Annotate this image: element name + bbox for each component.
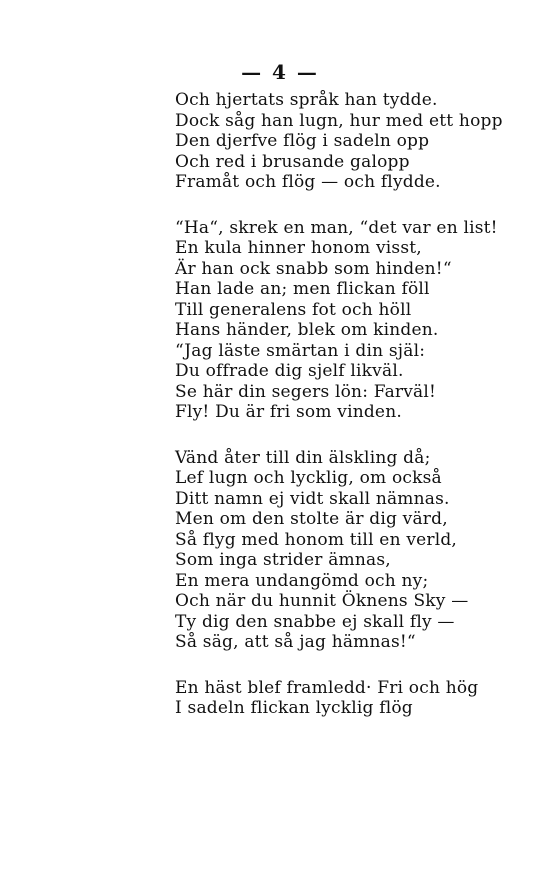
stanza-1 — [175, 90, 515, 193]
page-number: — 4 — — [241, 60, 319, 84]
poem-line: Och red i brusande galopp — [175, 151, 410, 172]
poem-line: Och hjertats språk han tydde. — [175, 90, 438, 110]
poem-line: Se här din segers lön: Farväl! — [175, 381, 437, 402]
poem-line: “Jag läste smärtan i din själ: — [175, 340, 426, 361]
poem-line: Så säg, att så jag hämnas!“ — [175, 632, 416, 652]
poem-line: Fly! Du är fri som vinden. — [175, 402, 402, 422]
poem-line: Så flyg med honom till en verld, — [175, 529, 458, 550]
stanza-4 — [175, 678, 515, 719]
poem-line: Lef lugn och lycklig, om också — [175, 468, 442, 488]
poem-line: “Ha“, skrek en man, “det var en list! — [175, 217, 498, 238]
poem-line: Dock såg han lugn, hur med ett hopp — [175, 110, 503, 131]
poem-line: Ditt namn ej vidt skall nämnas. — [175, 488, 450, 509]
poem-line: Framåt och flög — och flydde. — [175, 172, 441, 192]
poem-line: Men om den stolte är dig värd, — [175, 509, 448, 529]
stanza-3 — [175, 448, 515, 653]
poem-line: En kula hinner honom visst, — [175, 238, 422, 258]
poem-line: Hans händer, blek om kinden. — [175, 320, 439, 340]
poem-line: Du offrade dig sjelf likväl. — [175, 361, 404, 381]
poem-line: Och när du hunnit Öknens Sky — — [175, 591, 469, 611]
poem-line: Till generalens fot och höll — [175, 299, 412, 320]
poem-line: Är han ock snabb som hinden!“ — [175, 258, 452, 279]
poem-line: En häst blef framledd· Fri och hög — [175, 677, 479, 698]
poem-line: Den djerfve flög i sadeln opp — [175, 131, 430, 151]
poem-text — [175, 90, 515, 744]
poem-line: Som inga strider ämnas, — [175, 550, 391, 570]
poem-line: En mera undangömd och ny; — [175, 570, 429, 591]
poem-line: Ty dig den snabbe ej skall fly — — [175, 611, 455, 632]
poem-line: I sadeln flickan lycklig flög — [175, 698, 413, 718]
poem-line: Han lade an; men flickan föll — [175, 279, 430, 299]
stanza-2 — [175, 218, 515, 423]
poem-line: Vänd åter till din älskling då; — [175, 447, 431, 468]
